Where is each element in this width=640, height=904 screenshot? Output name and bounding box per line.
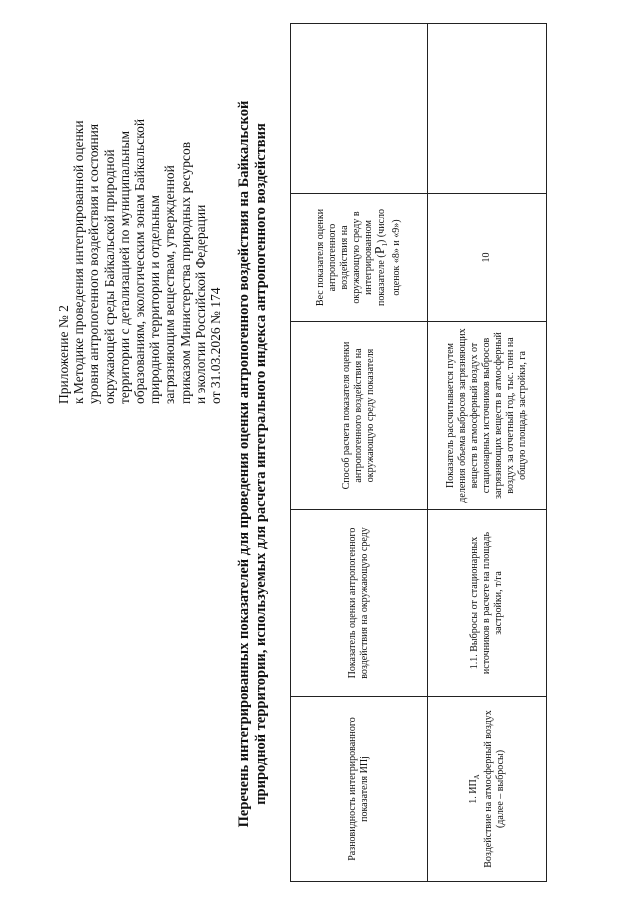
appendix-line: от 31.03.2026 № 174 bbox=[208, 287, 224, 404]
document-title bbox=[236, 54, 270, 874]
header-weight-pre: Вес показателя оценки антропогенного воздействия на окружающую среду в интегрированном показателе ( bbox=[315, 208, 387, 307]
header-weight bbox=[291, 194, 428, 322]
indicators-table bbox=[290, 23, 547, 882]
title-line: природной территории, используемых для расчета интегрального индекса антропогенного воздействия bbox=[253, 123, 269, 805]
cell-empty bbox=[428, 24, 547, 194]
appendix-line: уровня антропогенного воздействия и состояния bbox=[86, 123, 102, 404]
appendix-line: образованиям, экологическим зонам Байкальской bbox=[132, 118, 148, 404]
table-row bbox=[428, 24, 547, 882]
header-calculation-method: Способ расчета показателя оценки антропогенного воздействия на окружающую среду показателя bbox=[291, 322, 428, 510]
appendix-line: природной территории и отдельным bbox=[147, 195, 163, 404]
title-line: Перечень интегрированных показателей для проведения оценки антропогенного воздействия на Байкальской bbox=[236, 100, 252, 828]
header-indicator-type: Разновидность интегрированного показателя ИПj bbox=[291, 697, 428, 882]
appendix-line: приказом Министерства природных ресурсов bbox=[177, 141, 193, 404]
cell-indicator-type bbox=[428, 697, 547, 882]
header-assessment-indicator: Показатель оценки антропогенного воздействия на окружающую среду bbox=[291, 510, 428, 697]
header-empty bbox=[291, 24, 428, 194]
header-weight-post: ) (число оценок «8» и «9») bbox=[376, 209, 402, 296]
header-weight-sub: 1 bbox=[381, 243, 389, 247]
cell-ip-sub: A bbox=[472, 774, 481, 780]
header-weight-p: P bbox=[373, 246, 388, 255]
appendix-line: загрязняющим веществам, утвержденной bbox=[162, 165, 178, 404]
appendix-line: и экологии Российской Федерации bbox=[192, 204, 208, 404]
cell-ip-pre: 1. ИП bbox=[467, 779, 479, 804]
appendix-header bbox=[56, 14, 223, 404]
cell-assessment-indicator: 1.1. Выбросы от стационарных источников в расчете на площадь застройки, т/га bbox=[428, 510, 547, 697]
table-header-row bbox=[291, 24, 428, 882]
cell-calculation-method: Показатель рассчитывается путем деления объема выбросов загрязняющих веществ в атмосферный воздух от стационарных источников выбросов загрязняющих веществ в атмосферный воздух за отчетный год, тыс. тонн на общую площадь застройки, га bbox=[428, 322, 547, 510]
appendix-line: к Методике проведения интегрированной оценки bbox=[71, 120, 87, 404]
appendix-line: Приложение № 2 bbox=[56, 305, 71, 404]
appendix-line: территории с детализацией по муниципальным bbox=[116, 131, 132, 404]
cell-ip-post: Воздействие на атмосферный воздух (далее – выбросы) bbox=[482, 710, 506, 868]
appendix-line: окружающей среды Байкальской природной bbox=[101, 149, 117, 404]
cell-weight: 10 bbox=[428, 194, 547, 322]
